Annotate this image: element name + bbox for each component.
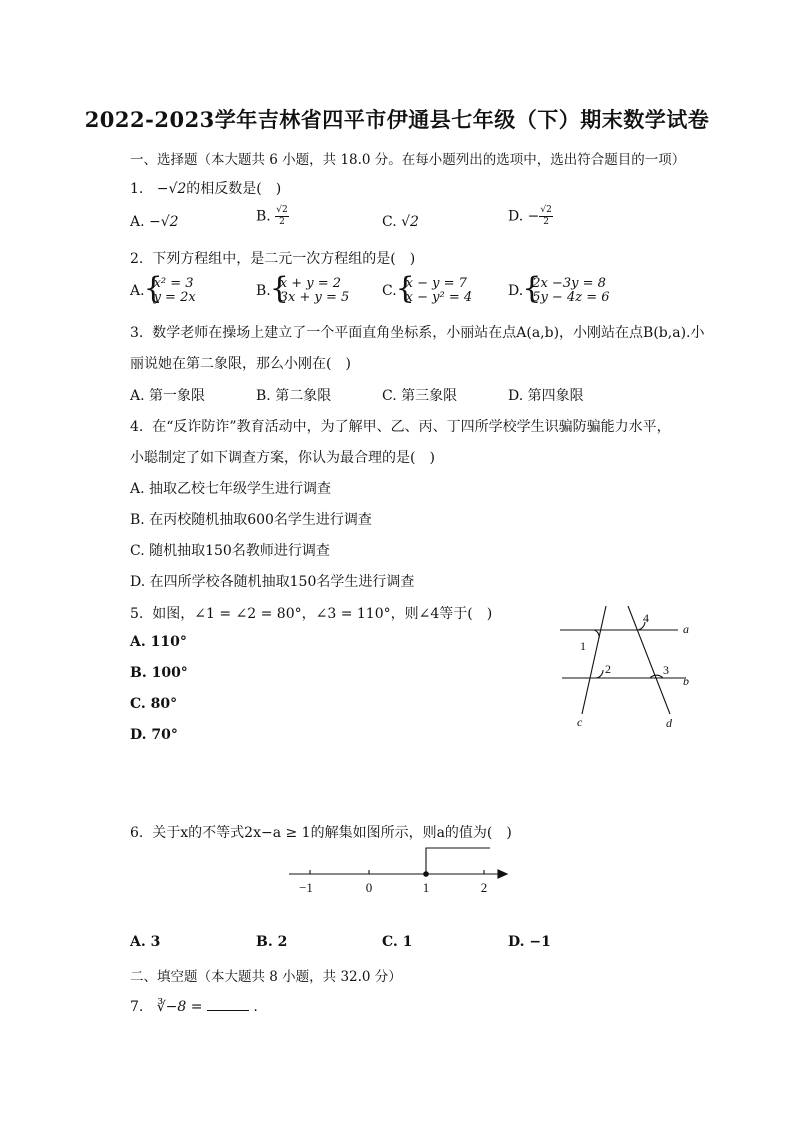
question-text: 的相反数是( ) <box>186 181 282 197</box>
option-a[interactable]: A. 3 <box>130 934 161 950</box>
option-c[interactable]: C. 80° <box>130 696 178 712</box>
question-math: ∛−8 = <box>156 999 203 1015</box>
option-d[interactable] <box>508 277 610 305</box>
option-value: −√2 <box>149 214 179 230</box>
angle-arc-1 <box>594 630 599 638</box>
equation-system: { x − y = 7 x − y² = 4 <box>397 277 472 305</box>
question-text: 在“反诈防诈”教育活动中，为了解甲、乙、丙、丁四所学校学生识骗防骗能力水平， <box>152 419 671 435</box>
section-heading-choice: 一、选择题（本大题共 6 小题，共 18.0 分。在每小题列出的选项中，选出符合题目的一项） <box>130 152 686 168</box>
number-line-figure <box>285 840 515 900</box>
question-math: −√2 <box>156 181 187 197</box>
option-b[interactable] <box>256 277 349 305</box>
question-1 <box>130 178 281 198</box>
option-label: C. <box>382 214 397 230</box>
angle-label-4: 4 <box>643 611 649 625</box>
option-b[interactable]: B. 在丙校随机抽取600名学生进行调查 <box>130 512 372 528</box>
line-c <box>582 606 606 714</box>
question-6 <box>130 822 512 842</box>
option-b[interactable]: B. 第二象限 <box>256 388 332 404</box>
fraction: $\frac{√2}{2}$ <box>276 205 288 227</box>
parallel-lines-figure <box>550 598 700 738</box>
option-label: C. <box>382 283 397 299</box>
question-number: 6. <box>130 825 144 841</box>
option-c[interactable]: C. 1 <box>382 934 413 950</box>
equation-system: { x + y = 2 3x + y = 5 <box>271 277 350 305</box>
minus-sign: − <box>527 208 540 225</box>
angle-label-3: 3 <box>663 663 669 677</box>
option-a[interactable]: A. 抽取乙校七年级学生进行调查 <box>130 481 332 497</box>
question-4 <box>130 416 671 436</box>
question-2 <box>130 248 415 268</box>
question-number: 1. <box>130 181 144 197</box>
question-text: 关于x的不等式2x−a ≥ 1的解集如图所示，则a的值为( ) <box>152 825 512 841</box>
page-title: 2022-2023学年吉林省四平市伊通县七年级（下）期末数学试卷 <box>84 107 710 132</box>
tick-label: 0 <box>365 880 373 895</box>
option-a[interactable] <box>130 214 179 230</box>
line-label-a: a <box>683 622 689 636</box>
option-d[interactable]: D. −1 <box>508 934 551 950</box>
option-value: √2 <box>401 214 419 230</box>
line-d <box>628 606 670 714</box>
equation-system: { 2x −3y = 8 5y − 4z = 6 <box>523 277 609 305</box>
punctuation: . <box>253 999 258 1015</box>
option-c[interactable]: C. 第三象限 <box>382 388 458 404</box>
option-label: D. <box>508 283 524 299</box>
tick-label: −1 <box>299 880 313 895</box>
option-b[interactable]: B. 100° <box>130 665 188 681</box>
option-label: A. <box>130 283 145 299</box>
line-label-b: b <box>683 674 689 688</box>
question-5 <box>130 603 492 623</box>
option-d[interactable]: D. 在四所学校各随机抽取150名学生进行调查 <box>130 574 415 590</box>
question-number: 2. <box>130 251 144 267</box>
question-text: 数学老师在操场上建立了一个平面直角坐标系，小丽站在点A(a,b)，小刚站在点B(b,a).小 <box>152 325 705 341</box>
tick-label: 1 <box>422 880 430 895</box>
option-b[interactable] <box>256 205 289 228</box>
option-label: B. <box>256 283 271 299</box>
option-c[interactable] <box>382 277 472 305</box>
line-label-c: c <box>577 715 583 729</box>
option-label: A. <box>130 214 145 230</box>
question-number: 4. <box>130 419 144 435</box>
option-a[interactable] <box>130 277 196 305</box>
angle-arc-2 <box>596 670 603 678</box>
solution-ray <box>426 848 490 874</box>
line-label-d: d <box>666 716 672 730</box>
option-a[interactable]: A. 第一象限 <box>130 388 206 404</box>
equation-system: { x² = 3 y = 2x <box>145 277 196 305</box>
option-c[interactable]: C. 随机抽取150名教师进行调查 <box>130 543 330 559</box>
question-text-cont: 小聪制定了如下调查方案，你认为最合理的是( ) <box>130 450 435 466</box>
tick-label: 2 <box>480 880 488 895</box>
option-d[interactable]: D. 第四象限 <box>508 388 584 404</box>
option-a[interactable]: A. 110° <box>130 634 187 650</box>
option-d[interactable] <box>508 205 553 228</box>
question-number: 7. <box>130 999 144 1015</box>
section-heading-fill: 二、填空题（本大题共 8 小题，共 32.0 分） <box>130 969 402 985</box>
option-d[interactable]: D. 70° <box>130 727 178 743</box>
option-label: B. <box>256 208 271 225</box>
answer-blank[interactable] <box>207 998 249 1011</box>
number-line-arrow <box>498 870 507 878</box>
solid-point <box>423 871 429 877</box>
question-3 <box>130 322 704 342</box>
question-number: 3. <box>130 325 144 341</box>
question-number: 5. <box>130 606 144 622</box>
angle-label-1: 1 <box>580 639 586 653</box>
question-text-cont: 丽说她在第二象限，那么小刚在( ) <box>130 356 351 372</box>
angle-label-2: 2 <box>605 662 611 676</box>
fraction: $\frac{√2}{2}$ <box>540 205 552 227</box>
question-text: 下列方程组中，是二元一次方程组的是( ) <box>152 251 416 267</box>
option-b[interactable]: B. 2 <box>256 934 288 950</box>
question-7 <box>130 998 258 1015</box>
option-label: D. <box>508 208 524 225</box>
option-c[interactable] <box>382 214 419 230</box>
question-text: 如图，∠1 = ∠2 = 80°，∠3 = 110°，则∠4等于( ) <box>152 606 493 622</box>
